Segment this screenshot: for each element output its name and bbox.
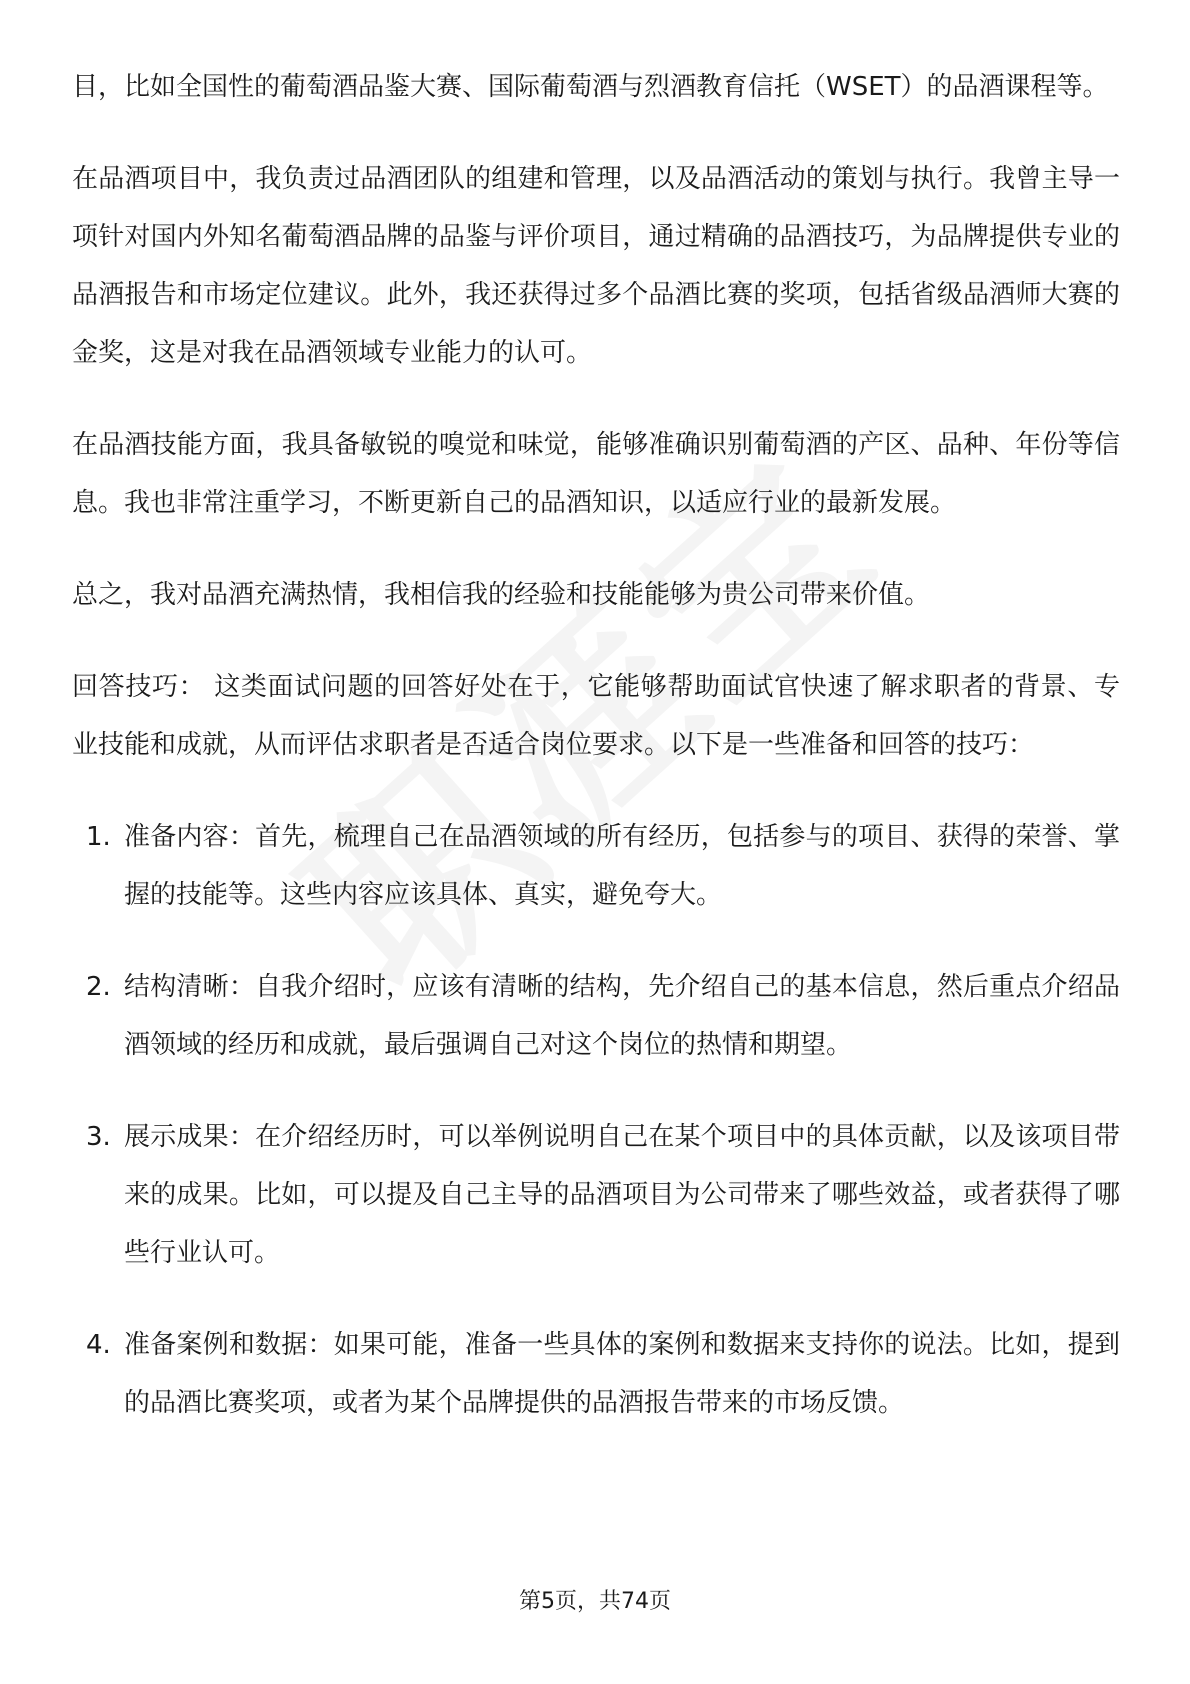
paragraph: 在品酒技能方面，我具备敏锐的嗅觉和味觉，能够准确识别葡萄酒的产区、品种、年份等信息。我也非常注重学习，不断更新自己的品酒知识，以适应行业的最新发展。 xyxy=(72,430,1120,518)
document-body xyxy=(72,58,1120,1466)
tips-list xyxy=(72,808,1120,1432)
list-item xyxy=(72,1316,1120,1432)
list-item xyxy=(72,958,1120,1074)
list-item-text: 结构清晰：自我介绍时，应该有清晰的结构，先介绍自己的基本信息，然后重点介绍品酒领域的经历和成就，最后强调自己对这个岗位的热情和期望。 xyxy=(124,972,1120,1060)
list-item xyxy=(72,808,1120,924)
list-number: 1. xyxy=(86,822,111,852)
page-number: 第5页，共74页 xyxy=(519,1589,671,1614)
list-item-text: 准备案例和数据：如果可能，准备一些具体的案例和数据来支持你的说法。比如，提到的品酒比赛奖项，或者为某个品牌提供的品酒报告带来的市场反馈。 xyxy=(124,1330,1120,1418)
list-item-text: 准备内容：首先，梳理自己在品酒领域的所有经历，包括参与的项目、获得的荣誉、掌握的技能等。这些内容应该具体、真实，避免夸大。 xyxy=(124,822,1120,910)
paragraph: 在品酒项目中，我负责过品酒团队的组建和管理，以及品酒活动的策划与执行。我曾主导一项针对国内外知名葡萄酒品牌的品鉴与评价项目，通过精确的品酒技巧，为品牌提供专业的品酒报告和市场定位建议。此外，我还获得过多个品酒比赛的奖项，包括省级品酒师大赛的金奖，这是对我在品酒领域专业能力的认可。 xyxy=(72,164,1120,368)
paragraph: 回答技巧： 这类面试问题的回答好处在于，它能够帮助面试官快速了解求职者的背景、专业技能和成就，从而评估求职者是否适合岗位要求。以下是一些准备和回答的技巧： xyxy=(72,672,1120,760)
paragraph: 总之，我对品酒充满热情，我相信我的经验和技能能够为贵公司带来价值。 xyxy=(72,580,931,610)
paragraph: 目，比如全国性的葡萄酒品鉴大赛、国际葡萄酒与烈酒教育信托（WSET）的品酒课程等。 xyxy=(72,72,1109,102)
list-item xyxy=(72,1108,1120,1282)
list-number: 2. xyxy=(86,972,111,1002)
list-number: 4. xyxy=(86,1330,111,1360)
list-number: 3. xyxy=(86,1122,111,1152)
list-item-text: 展示成果：在介绍经历时，可以举例说明自己在某个项目中的具体贡献，以及该项目带来的成果。比如，可以提及自己主导的品酒项目为公司带来了哪些效益，或者获得了哪些行业认可。 xyxy=(124,1122,1120,1268)
